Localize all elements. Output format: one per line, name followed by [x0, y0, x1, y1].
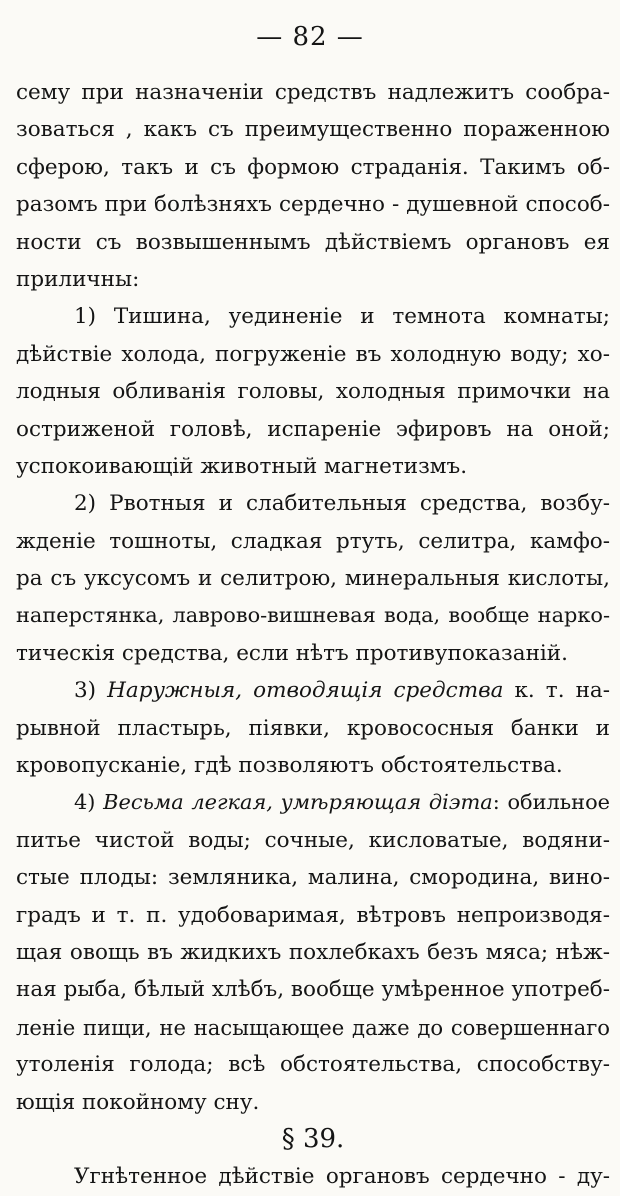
text-line: сферою, такъ и съ формою страданія. Такимъ об- [16, 154, 610, 180]
text-line: успокоивающій животный магнетизмъ. [16, 453, 468, 479]
text-line: градъ и т. п. удобоваримая, вѣтровъ непроизводя- [16, 902, 610, 928]
body-text [16, 74, 610, 1196]
text-line: сему при назначеніи средствъ надлежитъ сообра- [16, 80, 610, 105]
text-line: питье чистой воды; сочные, кисловатые, водяни- [16, 827, 610, 853]
text-line: ности съ возвышеннымъ дѣйствіемъ органовъ ея [16, 229, 610, 255]
section-heading: § 39. [281, 1123, 345, 1154]
text-line: ра съ уксусомъ и селитрою, минеральныя кислоты, [16, 566, 610, 592]
text-line: утоленія голода; всѣ обстоятельства, способству- [16, 1052, 610, 1078]
text-line: зоваться , какъ съ преимущественно пораженною [16, 117, 610, 143]
text-line: тическія средства, если нѣтъ противупоказаній. [16, 640, 568, 666]
text-line: щая овощь въ жидкихъ похлебкахъ безъ мяса; нѣж- [16, 939, 610, 965]
page-number: — 82 — [256, 22, 364, 52]
text-line: наперстянка, лаврово-вишневая вода, вообще нарко- [16, 603, 610, 628]
text-line: остриженой головѣ, испареніе эфировъ на оной; [16, 416, 610, 442]
italic-phrase: Весьма легкая, умѣряющая діэта [103, 790, 493, 815]
text-line: стые плоды: земляника, малина, смородина, вино- [16, 865, 610, 891]
text-line: 4) Весьма легкая, умѣряющая діэта: обильное [74, 790, 610, 815]
text-line: жденіе тошноты, сладкая ртуть, селитра, камфо- [16, 528, 610, 554]
text-line: кровопусканіе, гдѣ позволяютъ обстоятельства. [16, 753, 563, 779]
text-line: 3) Наружныя, отводящія средства к. т. на- [74, 678, 610, 704]
text-line: лодныя обливанія головы, холодныя примочки на [16, 379, 610, 405]
text-line: 2) Рвотныя и слабительныя средства, возбу- [74, 491, 610, 517]
text-line: ющія покойному сну. [16, 1089, 260, 1115]
text-line: рывной пластырь, піявки, кровососныя банки и [16, 715, 610, 741]
text-line: дѣйствіе холода, погруженіе въ холодную воду; хо- [16, 341, 610, 367]
text-line: приличны: [16, 266, 140, 292]
text-line: разомъ при болѣзняхъ сердечно - душевной способ- [16, 192, 610, 218]
text-line: леніе пищи, не насыщающее даже до совершеннаго [16, 1014, 610, 1040]
text-line: Угнѣтенное дѣйствіе органовъ сердечно - ду- [74, 1164, 610, 1190]
italic-phrase: Наружныя, отводящія средства [107, 678, 504, 704]
text-line: ная рыба, бѣлый хлѣбъ, вообще умѣренное употреб- [16, 977, 610, 1003]
text-line: 1) Тишина, уединеніе и темнота комнаты; [74, 304, 610, 330]
